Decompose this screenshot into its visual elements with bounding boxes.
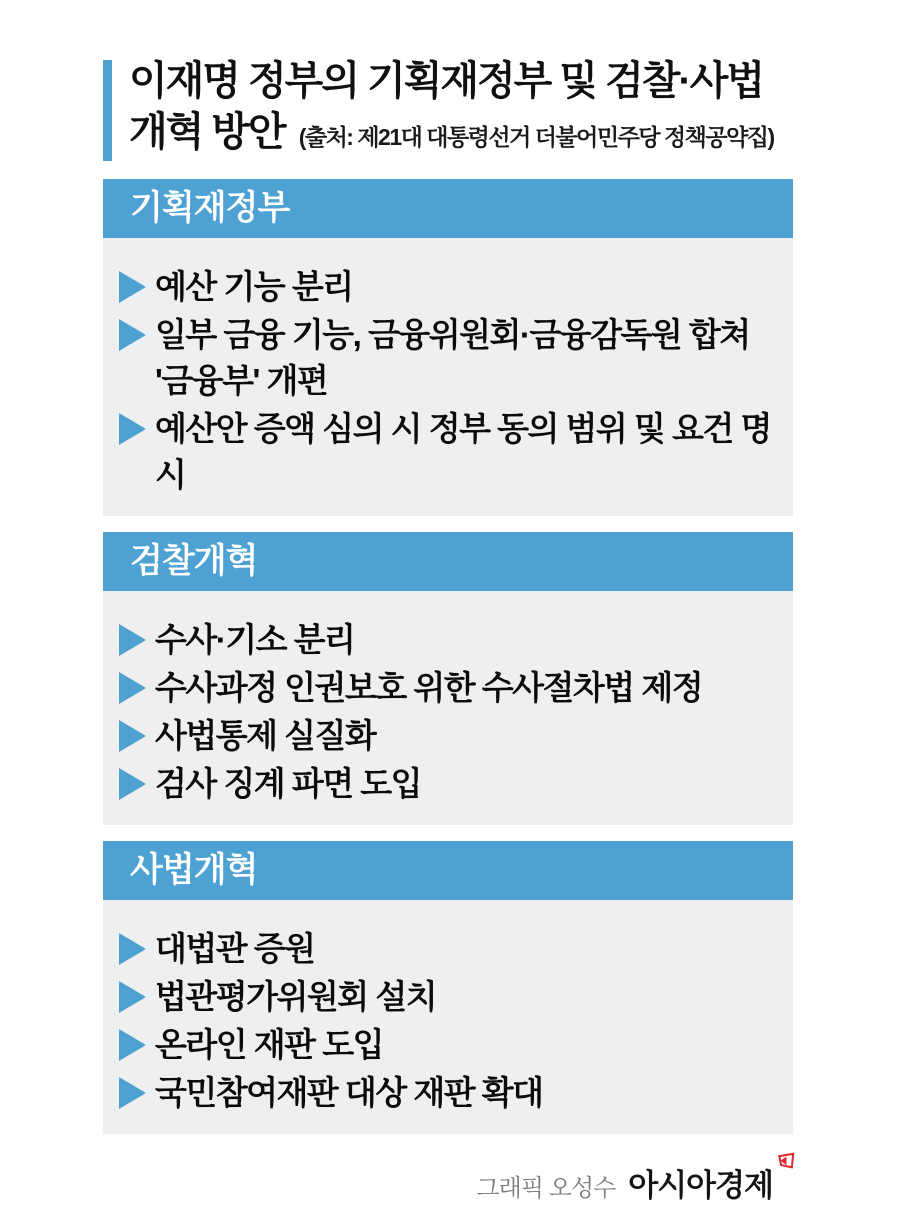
brand-mark-icon xyxy=(777,1152,795,1171)
source-note: (출처: 제21대 대통령선거 더불어민주당 정책공약집) xyxy=(298,124,774,150)
triangle-bullet-icon xyxy=(119,720,146,752)
triangle-bullet-icon xyxy=(119,768,146,800)
list-item: 온라인 재판 도입 xyxy=(118,1022,781,1068)
triangle-bullet-icon xyxy=(119,413,146,445)
section-body xyxy=(103,591,793,825)
list-item: 수사과정 인권보호 위한 수사절차법 제정 xyxy=(118,665,781,711)
triangle-bullet-icon xyxy=(119,672,146,704)
list-item: 국민참여재판 대상 재판 확대 xyxy=(118,1070,781,1116)
triangle-bullet-icon xyxy=(119,981,146,1013)
page-title xyxy=(129,56,774,163)
list-item: 수사·기소 분리 xyxy=(118,617,781,663)
list-item: 일부 금융 기능, 금융위원회·금융감독원 합쳐 '금융부' 개편 xyxy=(118,312,781,404)
list-item: 검사 징계 파면 도입 xyxy=(118,761,781,807)
triangle-bullet-icon xyxy=(119,933,146,965)
section-header: 검찰개혁 xyxy=(103,532,793,591)
list-item: 예산안 증액 심의 시 정부 동의 범위 및 요건 명시 xyxy=(118,406,781,498)
section-finance-ministry xyxy=(103,179,793,516)
list-item: 법관평가위원회 설치 xyxy=(118,974,781,1020)
section-header: 기획재정부 xyxy=(103,179,793,238)
footer xyxy=(103,1160,793,1205)
title-block xyxy=(103,56,793,163)
list-item: 대법관 증원 xyxy=(118,926,781,972)
triangle-bullet-icon xyxy=(119,624,146,656)
page-title-line2: 개혁 방안 xyxy=(129,110,285,154)
list-item: 예산 기능 분리 xyxy=(118,264,781,310)
list-item: 사법통제 실질화 xyxy=(118,713,781,759)
section-prosecution-reform xyxy=(103,532,793,825)
triangle-bullet-icon xyxy=(119,1029,146,1061)
section-header: 사법개혁 xyxy=(103,841,793,900)
triangle-bullet-icon xyxy=(119,271,146,303)
title-accent-bar xyxy=(103,60,112,161)
section-judicial-reform xyxy=(103,841,793,1134)
infographic xyxy=(103,56,793,1134)
section-body xyxy=(103,900,793,1134)
page-title-line1: 이재명 정부의 기획재정부 및 검찰·사법 xyxy=(129,59,764,103)
triangle-bullet-icon xyxy=(119,1077,146,1109)
credit-text: 그래픽 오성수 xyxy=(476,1175,616,1202)
section-body xyxy=(103,238,793,516)
triangle-bullet-icon xyxy=(119,319,146,351)
brand-logotype: 아시아경제 xyxy=(628,1160,793,1205)
